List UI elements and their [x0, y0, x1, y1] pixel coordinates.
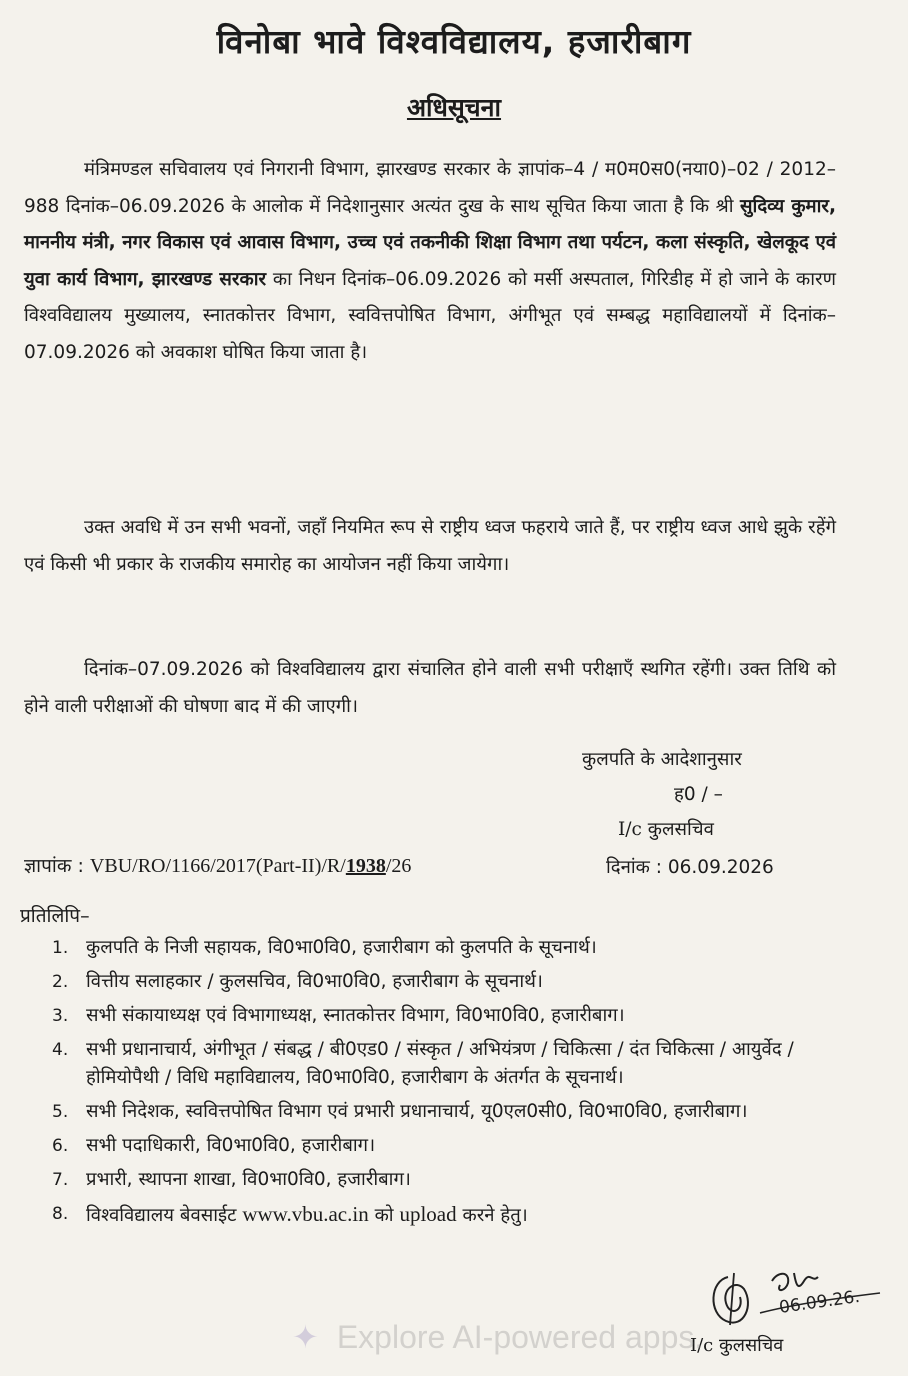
paragraph-holiday-notice: [24, 152, 836, 371]
reference-number-row: [24, 852, 411, 878]
handwritten-signature: [700, 1255, 890, 1345]
list-item-website: [44, 1200, 844, 1230]
list-item: [44, 1002, 844, 1030]
watermark-text: Explore AI-powered apps.: [336, 1319, 704, 1355]
paragraph-exam-notice: [24, 652, 836, 725]
list-item-text: सभी प्रधानाचार्य, अंगीभूत / संबद्ध / बी0एड0 / संस्कृत / अभियंत्रण / चिकित्सा / दंत चिकित्सा / आयुर्वेद / होमियोपैथी / विधि महाविद्यालय, वि0भा0वि0, हजारीबाग के अंतर्गत के सूचनार्थ।: [86, 1039, 794, 1088]
list-item-number: 1.: [52, 938, 69, 958]
paragraph-flag-notice: [24, 510, 836, 583]
copy-heading: प्रतिलिपि–: [20, 905, 90, 927]
list-item-text: सभी संकायाध्यक्ष एवं विभागाध्यक्ष, स्नातकोत्तर विभाग, वि0भा0वि0, हजारीबाग।: [86, 1005, 625, 1026]
signature-date: 06.09.26.: [777, 1286, 862, 1318]
list-item-text: विश्वविद्यालय बेवसाईट: [86, 1205, 243, 1226]
registrar-designation: I/c कुलसचिव: [618, 819, 714, 840]
list-item: [44, 934, 844, 962]
list-item: [44, 968, 844, 996]
reference-number-suffix: /26: [385, 855, 412, 877]
list-item: [44, 1132, 844, 1160]
list-item-text: प्रभारी, स्थापना शाखा, वि0भा0वि0, हजारीबाग।: [86, 1169, 411, 1190]
list-item-number: 6.: [52, 1136, 69, 1156]
app-watermark: [292, 1318, 703, 1356]
notification-heading: अधिसूचना: [406, 93, 502, 122]
sparkle-icon: ✦: [292, 1319, 319, 1355]
reference-number: [90, 855, 411, 877]
list-item-number: 5.: [52, 1102, 69, 1122]
list-item-number: 3.: [52, 1006, 69, 1026]
list-item-text: वित्तीय सलाहकार / कुलसचिव, वि0भा0वि0, हजारीबाग के सूचनार्थ।: [86, 971, 543, 992]
paragraph-3-text: दिनांक–07.09.2026 को विश्वविद्यालय द्वारा संचालित होने वाली सभी परीक्षाएँ स्थगित रहेंगी। उक्त तिथि को होने वाली परीक्षाओं की घोषणा बाद में की जाएगी।: [24, 659, 836, 717]
list-item-number: 7.: [52, 1170, 69, 1190]
paragraph-1-bold: सुदिव्य कुमार, माननीय मंत्री, नगर विकास एवं आवास विभाग, उच्च एवं तकनीकी शिक्षा विभाग तथा पर्यटन, कला संस्कृति, खेलकूद एवं युवा कार्य विभाग, झारखण्ड सरकार: [24, 195, 836, 290]
list-item: [44, 1166, 844, 1194]
list-item-text: सभी पदाधिकारी, वि0भा0वि0, हजारीबाग।: [86, 1135, 376, 1156]
list-item-number: 2.: [52, 972, 69, 992]
reference-date-row: [606, 854, 774, 879]
paragraph-2-text: उक्त अवधि में उन सभी भवनों, जहाँ नियमित रूप से राष्ट्रीय ध्वज फहराये जाते हैं, पर राष्ट्रीय ध्वज आधे झुके रहेंगे एवं किसी भी प्रकार के राजकीय समारोह का आयोजन नहीं किया जायेगा।: [24, 517, 836, 575]
list-item-number: 4.: [52, 1040, 69, 1060]
reference-label: ज्ञापांक :: [24, 855, 84, 877]
copy-list: [44, 934, 844, 1236]
list-item: [44, 1098, 844, 1126]
signature-designation: I/c कुलसचिव: [690, 1335, 784, 1356]
reference-number-bold: 1938: [345, 855, 386, 877]
paragraph-1-part-b: का निधन दिनांक–06.09.2026 को मर्सी अस्पताल, गिरिडीह में हो जाने के कारण विश्वविद्यालय मुख्यालय, स्नातकोत्तर विभाग, स्ववित्तपोषित विभाग, अंगीभूत एवं सम्बद्ध महाविद्यालयों में दिनांक–07.09.2026 को अवकाश घोषित किया जाता है।: [24, 268, 837, 363]
order-block: [582, 742, 742, 847]
list-item-text: सभी निदेशक, स्ववित्तपोषित विभाग एवं प्रभारी प्रधानाचार्य, यू0एल0सी0, वि0भा0वि0, हजारीबाग।: [86, 1101, 748, 1122]
reference-date: 06.09.2026: [667, 857, 774, 878]
list-item-text: करने हेतु।: [456, 1205, 528, 1226]
date-label: दिनांक :: [606, 857, 662, 878]
list-item-text: को: [368, 1205, 400, 1226]
signed-mark: ह0 / –: [674, 784, 723, 805]
by-order-text: कुलपति के आदेशानुसार: [582, 749, 742, 770]
list-item-number: 8.: [52, 1204, 69, 1224]
list-item: [44, 1036, 844, 1092]
website-link[interactable]: www.vbu.ac.in: [242, 1202, 369, 1226]
list-item-text: कुलपति के निजी सहायक, वि0भा0वि0, हजारीबाग को कुलपति के सूचनार्थ।: [86, 937, 597, 958]
paragraph-1-part-a: मंत्रिमण्डल सचिवालय एवं निगरानी विभाग, झारखण्ड सरकार के ज्ञापांक–4 / म0म0स0(नया0)–02 / 2012–988 दिनांक–06.09.2026 के आलोक में निदेशानुसार अत्यंत दुख के साथ सूचित किया जाता है कि श्री: [24, 159, 836, 217]
upload-word: upload: [399, 1202, 457, 1226]
reference-number-prefix: VBU/RO/1166/2017(Part-II)/R/: [89, 855, 346, 877]
university-title: विनोबा भावे विश्वविद्यालय, हजारीबाग: [216, 22, 692, 61]
